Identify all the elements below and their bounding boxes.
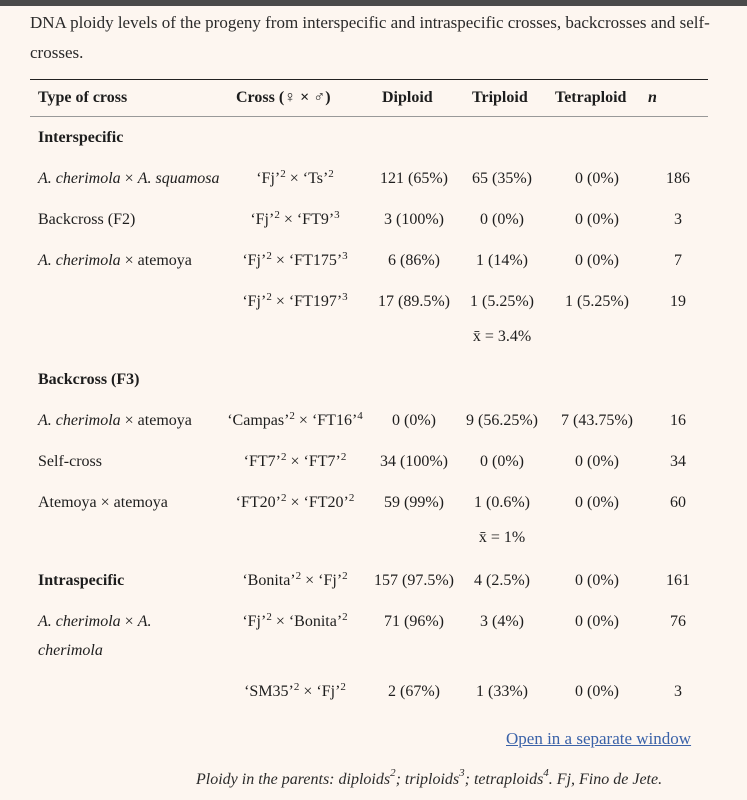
cell-diploid: 2 (67%) <box>388 683 440 700</box>
mean-row <box>30 322 708 359</box>
cell-triploid: 0 (0%) <box>480 453 524 470</box>
cell-diploid: 157 (97.5%) <box>374 572 454 589</box>
cell-mean: x̄ = 3.4% <box>472 328 532 345</box>
header-n: n <box>648 89 657 106</box>
cell-diploid: 34 (100%) <box>380 453 448 470</box>
cell-n: 16 <box>670 412 686 429</box>
header-tetraploid: Tetraploid <box>555 89 627 106</box>
cell-cross: ‘Bonita’$^2$ × ‘Fj’$^2$ <box>242 570 348 589</box>
cell-triploid: 65 (35%) <box>472 170 532 187</box>
table-row <box>30 441 708 482</box>
cell-triploid: 9 (56.25%) <box>466 412 538 429</box>
table-caption: DNA ploidy levels of the progeny from interspecific and intraspecific crosses, backcrosses and self-crosses. <box>30 13 710 62</box>
cell-cross: ‘Fj’$^2$ × ‘Ts’$^2$ <box>256 168 334 187</box>
cell-type <box>30 671 220 712</box>
table-scroll-area[interactable] <box>30 79 708 715</box>
header-type: Type of cross <box>38 89 128 106</box>
table-row <box>30 400 708 441</box>
cell-cross: ‘FT7’$^2$ × ‘FT7’$^2$ <box>243 451 347 470</box>
header-diploid: Diploid <box>382 89 433 106</box>
mean-row <box>30 523 708 560</box>
cell-n: 34 <box>670 453 686 470</box>
section-backcross-f3: Backcross (F3) <box>38 371 140 388</box>
cell-triploid: 4 (2.5%) <box>474 572 530 589</box>
cell-cross: ‘FT20’$^2$ × ‘FT20’$^2$ <box>235 492 355 511</box>
cell-n: 3 <box>674 211 682 228</box>
cell-n: 3 <box>674 683 682 700</box>
cell-tetraploid: 0 (0%) <box>575 211 619 228</box>
cell-cross: ‘Fj’$^2$ × ‘FT9’$^3$ <box>250 209 340 228</box>
table-row <box>30 482 708 523</box>
cell-cross: ‘SM35’$^2$ × ‘Fj’$^2$ <box>244 681 346 700</box>
cell-cross: ‘Fj’$^2$ × ‘FT197’$^3$ <box>242 291 348 310</box>
cell-triploid: 0 (0%) <box>480 211 524 228</box>
table-row <box>30 240 708 281</box>
table-footnote: Ploidy in the parents: diploids$^2$; triploids$^3$; tetraploids$^4$. Fj, Fino de Jete. <box>196 767 663 788</box>
cell-n: 7 <box>674 252 682 269</box>
cell-diploid: 0 (0%) <box>392 412 436 429</box>
cell-triploid: 1 (14%) <box>476 252 528 269</box>
cell-cross: ‘Fj’$^2$ × ‘FT175’$^3$ <box>242 250 348 269</box>
section-interspecific: Interspecific <box>38 129 124 146</box>
header-row <box>30 80 708 117</box>
cell-type: Atemoya × atemoya <box>38 494 168 511</box>
cell-cross: ‘Fj’$^2$ × ‘Bonita’$^2$ <box>242 611 348 630</box>
cell-type: Self-cross <box>38 453 102 470</box>
table-row <box>30 158 708 199</box>
table-row <box>30 671 708 712</box>
cell-n: 19 <box>670 293 686 310</box>
cell-triploid: 3 (4%) <box>480 613 524 630</box>
section-row <box>30 359 708 400</box>
header-cross: Cross (♀ × ♂) <box>236 89 331 106</box>
cell-diploid: 71 (96%) <box>384 613 444 630</box>
cell-tetraploid: 7 (43.75%) <box>561 412 633 429</box>
cell-type: A. cherimola × A. cherimola <box>38 613 152 659</box>
ploidy-table <box>30 79 708 712</box>
cell-mean: x̄ = 1% <box>478 529 526 546</box>
cell-tetraploid: 0 (0%) <box>575 683 619 700</box>
cell-tetraploid: 0 (0%) <box>575 252 619 269</box>
cell-type <box>30 281 220 322</box>
top-bar <box>0 0 747 6</box>
cell-tetraploid: 0 (0%) <box>575 613 619 630</box>
cell-triploid: 1 (5.25%) <box>470 293 534 310</box>
cell-n: 60 <box>670 494 686 511</box>
cell-tetraploid: 0 (0%) <box>575 170 619 187</box>
cell-diploid: 6 (86%) <box>388 252 440 269</box>
cell-type: Backcross (F2) <box>38 211 136 228</box>
cell-diploid: 17 (89.5%) <box>378 293 450 310</box>
cell-type: A. cherimola × A. squamosa <box>38 170 220 187</box>
cell-n: 186 <box>666 170 690 187</box>
cell-type: A. cherimola × atemoya <box>38 412 192 429</box>
section-row <box>30 117 708 159</box>
cell-type: A. cherimola × atemoya <box>38 252 192 269</box>
table-row <box>30 199 708 240</box>
open-separate-window-link[interactable]: Open in a separate window <box>506 729 692 748</box>
cell-cross: ‘Campas’$^2$ × ‘FT16’$^4$ <box>227 410 363 429</box>
cell-triploid: 1 (33%) <box>476 683 528 700</box>
cell-diploid: 3 (100%) <box>384 211 444 228</box>
header-triploid: Triploid <box>472 89 528 106</box>
table-row <box>30 560 708 601</box>
table-row <box>30 281 708 322</box>
cell-tetraploid: 1 (5.25%) <box>565 293 629 310</box>
cell-tetraploid: 0 (0%) <box>575 572 619 589</box>
cell-diploid: 59 (99%) <box>384 494 444 511</box>
cell-type: Intraspecific <box>38 572 125 589</box>
cell-tetraploid: 0 (0%) <box>575 494 619 511</box>
cell-diploid: 121 (65%) <box>380 170 448 187</box>
cell-tetraploid: 0 (0%) <box>575 453 619 470</box>
cell-n: 161 <box>666 572 690 589</box>
cell-triploid: 1 (0.6%) <box>474 494 530 511</box>
cell-n: 76 <box>670 613 686 630</box>
table-row <box>30 601 708 671</box>
